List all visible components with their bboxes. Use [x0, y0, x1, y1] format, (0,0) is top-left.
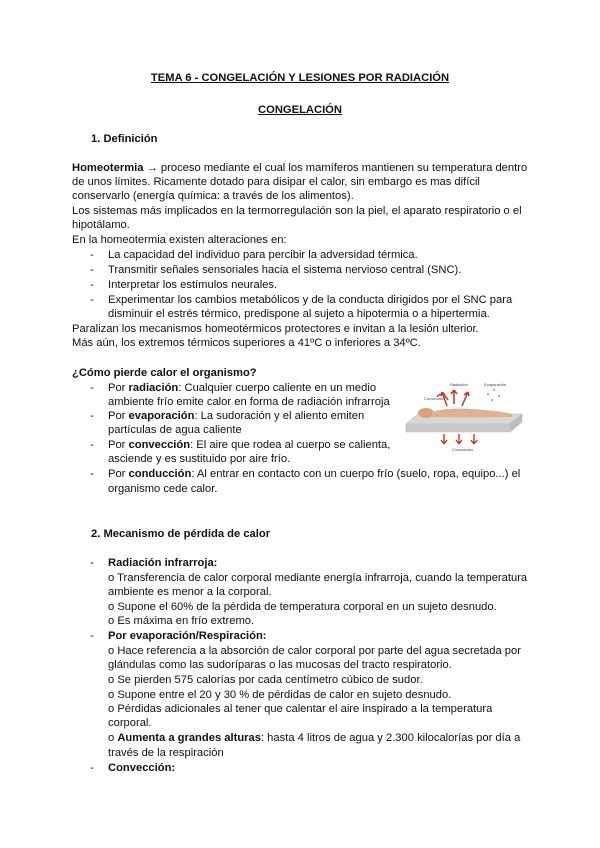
- figure-label-convection: Convección: [424, 396, 445, 401]
- figure-label-radiation: Radiación: [450, 382, 468, 387]
- item-prefix: Por: [108, 410, 129, 422]
- alteration-item: Transmitir señales sensoriales hacia el sistema nervioso central (SNC).: [108, 264, 462, 276]
- homeotermia-line: [72, 161, 527, 175]
- item-text: : La sudoración y el aliento emiten: [194, 410, 365, 422]
- item-prefix: Por: [108, 382, 129, 394]
- how-item-cont: organismo cede calor.: [108, 483, 218, 495]
- radiacion-line: ambiente es menor a la corporal.: [108, 586, 272, 598]
- figure-label-conduction: Conducción: [452, 447, 474, 452]
- evaporacion-line: o Pérdidas adicionales al tener que calentar el aire inspirado a la temperatura: [108, 703, 493, 715]
- altura-prefix: o: [108, 732, 118, 744]
- radiacion-heading: Radiación infrarroja:: [108, 557, 218, 569]
- evaporacion-line: o Supone entre el 20 y 30 % de pérdidas de calor en sujeto desnudo.: [108, 689, 452, 701]
- evaporation-drop-icon: [491, 399, 493, 401]
- bullet-dash: -: [90, 294, 94, 306]
- conduction-arrow-icon: [471, 434, 477, 444]
- heat-loss-figure: [404, 380, 524, 452]
- altura-text: : hasta 4 litros de agua y 2.300 kilocalorías por día a: [260, 732, 521, 744]
- homeotermia-term: Homeotermia: [72, 162, 144, 174]
- how-item-cont: ambiente frío emite calor en forma de radiación infrarroja: [108, 396, 390, 408]
- how-item-convection: [108, 438, 390, 452]
- evaporation-drop-icon: [498, 395, 500, 397]
- item-text: : Al entrar en contacto con un cuerpo frío (suelo, ropa, equipo...) el: [191, 468, 521, 480]
- how-item-cont: partículas de agua caliente: [108, 424, 242, 436]
- item-text: : El aire que rodea al cuerpo se calienta,: [190, 439, 391, 451]
- item-term: convección: [128, 439, 191, 451]
- section-1-heading: 1. Definición: [91, 133, 158, 145]
- definition-line: Los sistemas más implicados en la termorregulación son la piel, el aparato respiratorio o el: [72, 205, 522, 217]
- bullet-dash: -: [90, 410, 94, 422]
- evaporation-drop-icon: [487, 393, 489, 395]
- definition-line: conservarlo (energía química: a través de los alimentos).: [72, 190, 354, 202]
- alteration-item-cont: disminuir el estrés térmico, predispone al sujeto a hipotermia o a hipertermia.: [108, 308, 490, 320]
- definition-line: En la homeotermia existen alteraciones en:: [72, 234, 287, 246]
- bed-side: [406, 424, 510, 432]
- item-prefix: Por: [108, 468, 129, 480]
- bullet-dash: -: [90, 382, 94, 394]
- evaporacion-line: o Hace referencia a la absorción de calor corporal por parte del agua secretada por: [108, 645, 521, 657]
- conduction-arrow-icon: [441, 434, 447, 444]
- evaporacion-line: corporal.: [108, 717, 152, 729]
- closing-line: Más aún, los extremos térmicos superiores a 41ºC o inferiores a 34ºC.: [72, 337, 421, 349]
- document-title: TEMA 6 - CONGELACIÓN Y LESIONES POR RADIACIÓN: [150, 72, 450, 84]
- evaporacion-heading: Por evaporación/Respiración:: [108, 630, 267, 642]
- evaporacion-line: o Se pierden 575 calorías por cada centímetro cúbico de sudor.: [108, 674, 423, 686]
- radiacion-line: o Es máxima en frío extremo.: [108, 615, 255, 627]
- item-text: : Cualquier cuerpo caliente en un medio: [178, 382, 377, 394]
- bullet-dash: -: [90, 557, 94, 569]
- bullet-dash: -: [90, 439, 94, 451]
- definition-line: de unos límites. Ricamente dotado para disipar el calor, sin embargo es mas difícil: [72, 176, 480, 188]
- bullet-dash: -: [90, 762, 94, 774]
- how-item-evaporation: [108, 409, 364, 423]
- conveccion-heading: Convección:: [108, 762, 176, 774]
- how-item-radiation: [108, 381, 376, 395]
- item-prefix: Por: [108, 439, 129, 451]
- how-item-cont: asciende y es sustituido por aire frío.: [108, 453, 291, 465]
- body-torso: [432, 409, 512, 418]
- alteration-item: La capacidad del individuo para percibir la adversidad térmica.: [108, 249, 418, 261]
- bullet-dash: -: [90, 630, 94, 642]
- altura-term: Aumenta a grandes alturas: [117, 732, 261, 744]
- radiation-arrow-icon: [462, 392, 469, 406]
- evaporacion-line: glándulas como las sudoríparas o las mucosas del tracto respiratorio.: [108, 659, 452, 671]
- altura-line-cont: través de la respiración: [108, 747, 224, 759]
- bullet-dash: -: [90, 279, 94, 291]
- bullet-dash: -: [90, 249, 94, 261]
- altura-line: [108, 731, 520, 745]
- radiacion-line: o Transferencia de calor corporal mediante energía infrarroja, cuando la temperatura: [108, 572, 528, 584]
- radiation-arrow-icon: [451, 390, 457, 404]
- definition-line: → proceso mediante el cual los mamíferos mantienen su temperatura dentro: [143, 162, 528, 174]
- alteration-item: Interpretar los estímulos neurales.: [108, 279, 278, 291]
- bullet-dash: -: [90, 468, 94, 480]
- how-heading: ¿Cómo pierde calor el organismo?: [72, 367, 257, 379]
- conduction-arrow-icon: [456, 434, 462, 444]
- evaporation-drop-icon: [493, 389, 495, 391]
- item-term: conducción: [128, 468, 192, 480]
- alteration-item: Experimentar los cambios metabólicos y de la conducta dirigidos por el SNC para: [108, 294, 513, 306]
- radiacion-line: o Supone el 60% de la pérdida de temperatura corporal en un sujeto desnudo.: [108, 601, 497, 613]
- body-head: [418, 408, 434, 418]
- bullet-dash: -: [90, 264, 94, 276]
- closing-line: Paralizan los mecanismos homeotérmicos protectores e invitan a la lesión ulterior.: [72, 323, 479, 335]
- section-2-heading: 2. Mecanismo de pérdida de calor: [91, 528, 271, 540]
- item-term: evaporación: [128, 410, 195, 422]
- how-item-conduction: [108, 467, 520, 481]
- figure-label-evaporation: Evaporación: [484, 382, 507, 387]
- definition-line: hipotálamo.: [72, 219, 130, 231]
- item-term: radiación: [128, 382, 179, 394]
- document-subtitle: CONGELACIÓN: [258, 104, 342, 116]
